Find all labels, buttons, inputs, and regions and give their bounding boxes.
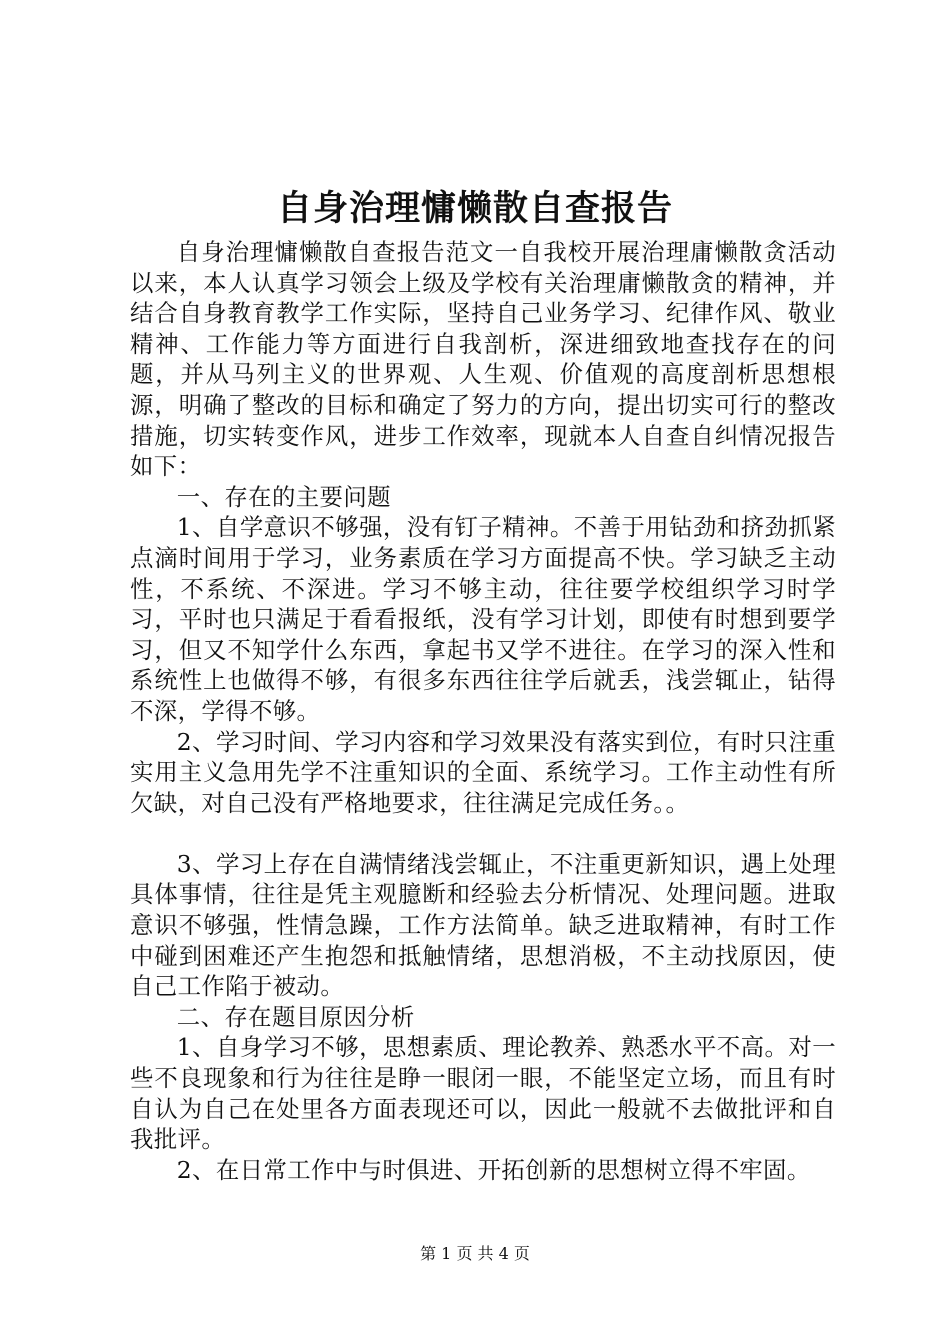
section-heading-problems: 一、存在的主要问题 [176, 482, 391, 511]
document-body [130, 237, 836, 1185]
problem-paragraph-3: 3、学习上存在自满情绪浅尝辄止，不注重更新知识，遇上处理具体事情，往往是凭主观臆断和经验去分析情况、处理问题。进取意识不够强，性情急躁，工作方法简单。缺乏进取精神，有时工作中碰到困难还产生抱怨和抵触情绪，思想消极，不主动找原因，使自己工作陷于被动。 [130, 849, 836, 1001]
document-title: 自身治理慵懒散自查报告 [276, 188, 673, 229]
section-heading-causes: 二、存在题目原因分析 [176, 1002, 415, 1031]
intro-paragraph: 自身治理慵懒散自查报告范文一自我校开展治理庸懒散贪活动以来，本人认真学习领会上级及学校有关治理庸懒散贪的精神，并结合自身教育教学工作实际，坚持自己业务学习、纪律作风、敬业精神、工作能力等方面进行自我剖析，深进细致地查找存在的问题，并从马列主义的世界观、人生观、价值观的高度剖析思想根源，明确了整改的目标和确定了努力的方向，提出切实可行的整改措施，切实转变作风，进步工作效率，现就本人自查自纠情况报告如下： [130, 238, 836, 481]
problem-paragraph-1: 1、自学意识不够强，没有钉子精神。不善于用钻劲和挤劲抓紧点滴时间用于学习，业务素质在学习方面提高不快。学习缺乏主动性，不系统、不深进。学习不够主动，往往要学校组织学习时学习，平时也只满足于看看报纸，没有学习计划，即使有时想到要学习，但又不知学什么东西，拿起书又学不进往。在学习的深入性和系统性上也做得不够，有很多东西往往学后就丢，浅尝辄止，钻得不深，学得不够。 [130, 513, 836, 725]
problem-paragraph-2: 2、学习时间、学习内容和学习效果没有落实到位，有时只注重实用主义急用先学不注重知识的全面、系统学习。工作主动性有所欠缺，对自己没有严格地要求，往往满足完成任务。。 [130, 727, 836, 817]
page-number-footer: 第 1 页 共 4 页 [420, 1244, 530, 1263]
cause-paragraph-2: 2、在日常工作中与时俱进、开拓创新的思想树立得不牢固。 [176, 1155, 811, 1184]
cause-paragraph-1: 1、自身学习不够，思想素质、理论教养、熟悉水平不高。对一些不良现象和行为往往是睁一眼闭一眼，不能坚定立场，而且有时自认为自己在处里各方面表现还可以，因此一般就不去做批评和自我批评。 [130, 1033, 836, 1154]
